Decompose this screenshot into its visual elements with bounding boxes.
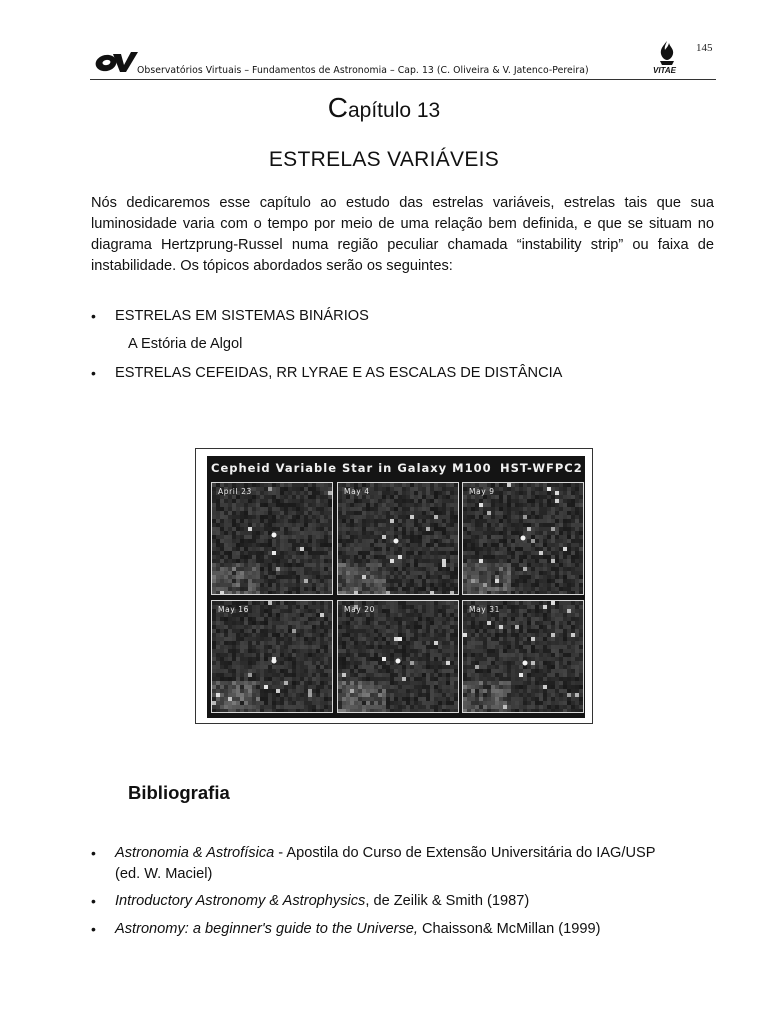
star-frame: [462, 482, 584, 595]
variable-star-marker: [394, 539, 399, 544]
topic-subitem: A Estória de Algol: [128, 336, 243, 352]
frame-date: May 16: [218, 605, 250, 614]
figure-instrument: HST-WFPC2: [500, 461, 583, 475]
star-frame: [462, 600, 584, 713]
frame-date: May 4: [344, 487, 370, 496]
variable-star-marker: [521, 536, 526, 541]
bullet: •: [91, 893, 96, 909]
chapter-title: [0, 92, 768, 124]
variable-star-marker: [523, 661, 528, 666]
chapter-title-rest: apítulo 13: [347, 99, 441, 122]
star-frame: [211, 482, 333, 595]
ov-logo: [93, 48, 139, 76]
reference-continuation: (ed. W. Maciel): [115, 866, 213, 882]
reference-details: Chaisson& McMillan (1999): [417, 921, 601, 937]
bullet: •: [91, 845, 96, 861]
vitae-label: VITAE: [653, 66, 676, 75]
header-rule: [90, 79, 716, 80]
section-title: ESTRELAS VARIÁVEIS: [268, 148, 500, 171]
reference-title: Astronomia & Astrofísica: [115, 845, 275, 861]
reference-item: [115, 919, 715, 940]
reference-item: [115, 843, 715, 864]
star-frame: [337, 482, 459, 595]
variable-star-marker: [272, 533, 277, 538]
reference-title: Introductory Astronomy & Astrophysics: [115, 893, 366, 909]
frame-date: May 9: [469, 487, 495, 496]
reference-item: [115, 891, 715, 912]
frame-date: May 20: [344, 605, 376, 614]
bullet: •: [91, 308, 96, 324]
topic-item: ESTRELAS EM SISTEMAS BINÁRIOS: [115, 308, 369, 324]
figure-title: Cepheid Variable Star in Galaxy M100: [211, 461, 492, 475]
variable-star-marker: [396, 659, 401, 664]
frame-date: May 31: [469, 605, 501, 614]
star-frame: [337, 600, 459, 713]
chapter-title-initial: C: [327, 92, 348, 123]
star-frame: [211, 600, 333, 713]
page-number: 145: [696, 42, 713, 54]
intro-paragraph: Nós dedicaremos esse capítulo ao estudo das estrelas variáveis, estrelas tais que sua luminosidade varia com o tempo por meio de uma relação bem definida, e que se situam no diagrama Hertzprung-Russel numa região peculiar chamada “instability strip” ou faixa de instabilidade. Os tópicos abordados serão os seguintes:: [91, 195, 714, 274]
bullet: •: [91, 921, 96, 937]
bibliography-heading: Bibliografia: [128, 782, 230, 803]
running-title: Observatórios Virtuais – Fundamentos de Astronomia – Cap. 13 (C. Oliveira & V. Jatenco-Pereira): [137, 65, 589, 76]
topic-item: ESTRELAS CEFEIDAS, RR LYRAE E AS ESCALAS DE DISTÂNCIA: [115, 365, 563, 381]
reference-details: , de Zeilik & Smith (1987): [365, 893, 530, 909]
frame-date: April 23: [218, 487, 252, 496]
reference-title: Astronomy: a beginner's guide to the Universe,: [115, 921, 418, 937]
flame-icon: [654, 40, 680, 66]
reference-details: - Apostila do Curso de Extensão Universitária do IAG/USP: [274, 845, 656, 861]
bullet: •: [91, 365, 96, 381]
variable-star-marker: [272, 659, 277, 664]
